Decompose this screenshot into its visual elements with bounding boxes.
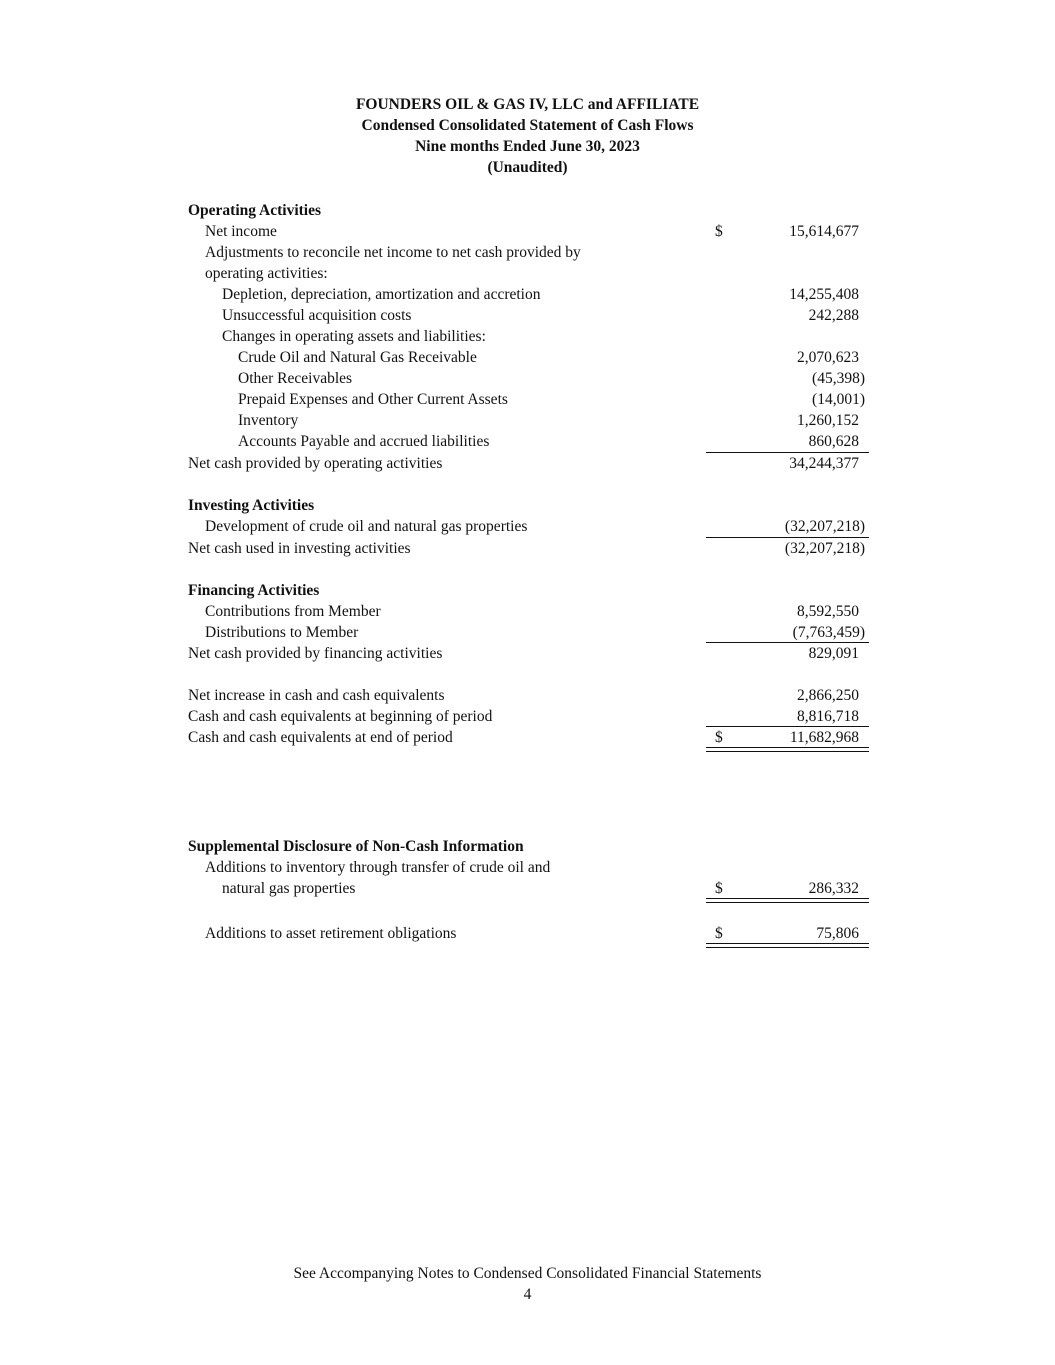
row-value: 860,628 [808, 433, 859, 450]
row-label: Other Receivables [238, 370, 353, 387]
currency-symbol: $ [715, 925, 723, 942]
financing-section-title: Financing Activities [188, 582, 320, 599]
row-label: Cash and cash equivalents at beginning of period [188, 708, 493, 725]
row-label: Additions to inventory through transfer of crude oil and [205, 859, 551, 876]
page-footer [0, 1263, 1055, 1305]
row-value: (14,001) [812, 391, 865, 408]
row-value: (32,207,218) [784, 518, 865, 535]
row-value: 15,614,677 [789, 223, 859, 240]
row-label: Inventory [238, 412, 299, 429]
row-label: Prepaid Expenses and Other Current Assets [238, 391, 508, 408]
table-row-total [0, 727, 1055, 748]
row-label: Crude Oil and Natural Gas Receivable [238, 349, 477, 366]
page-number: 4 [523, 1286, 532, 1303]
row-label: Net cash provided by operating activities [188, 455, 443, 472]
table-row [0, 305, 1055, 326]
row-label: Contributions from Member [205, 603, 381, 620]
operating-section-title: Operating Activities [188, 202, 322, 219]
row-value: (32,207,218) [784, 540, 865, 557]
table-row-total [0, 538, 1055, 559]
table-row [0, 242, 1055, 263]
statement-period: Nine months Ended June 30, 2023 [415, 138, 640, 155]
row-label: operating activities: [205, 265, 328, 282]
row-value: 75,806 [816, 925, 859, 942]
currency-symbol: $ [715, 880, 723, 897]
row-label: Development of crude oil and natural gas properties [205, 518, 528, 535]
table-row [0, 263, 1055, 284]
table-row [0, 284, 1055, 305]
double-total-rule [706, 943, 869, 948]
row-value: 11,682,968 [789, 729, 859, 746]
row-label: natural gas properties [222, 880, 356, 897]
row-value: 1,260,152 [797, 412, 859, 429]
row-label: Adjustments to reconcile net income to net cash provided by [205, 244, 581, 261]
row-value: 14,255,408 [789, 286, 859, 303]
statement-title: Condensed Consolidated Statement of Cash Flows [361, 117, 694, 134]
table-row [0, 389, 1055, 410]
financing-section-title-row [0, 580, 1055, 601]
row-value: 34,244,377 [789, 455, 859, 472]
row-label: Net cash provided by financing activities [188, 645, 443, 662]
row-label: Net income [205, 223, 277, 240]
table-row [0, 685, 1055, 706]
row-value: 8,816,718 [797, 708, 859, 725]
row-value: 2,866,250 [797, 687, 859, 704]
operating-section-title-row [0, 200, 1055, 221]
row-label: Unsuccessful acquisition costs [222, 307, 412, 324]
table-row [0, 601, 1055, 622]
table-row [0, 622, 1055, 643]
row-label: Net increase in cash and cash equivalents [188, 687, 445, 704]
row-label: Net cash used in investing activities [188, 540, 411, 557]
audit-status: (Unaudited) [487, 159, 568, 176]
table-row [0, 706, 1055, 727]
currency-symbol: $ [715, 729, 723, 746]
table-row [0, 221, 1055, 242]
company-name: FOUNDERS OIL & GAS IV, LLC and AFFILIATE [355, 96, 700, 113]
table-row [0, 516, 1055, 537]
row-label: Changes in operating assets and liabilities: [222, 328, 486, 345]
supplemental-section-title-row [0, 836, 1055, 857]
row-value: (45,398) [812, 370, 865, 387]
table-row [0, 431, 1055, 452]
double-total-rule [706, 898, 869, 903]
table-row [0, 326, 1055, 347]
currency-symbol: $ [715, 223, 723, 240]
row-value: 8,592,550 [797, 603, 859, 620]
table-row-total [0, 453, 1055, 474]
row-label: Accounts Payable and accrued liabilities [238, 433, 490, 450]
row-value: (7,763,459) [792, 624, 865, 641]
table-row-total [0, 643, 1055, 664]
footer-note: See Accompanying Notes to Condensed Consolidated Financial Statements [293, 1265, 762, 1282]
row-value: 286,332 [808, 880, 859, 897]
row-label: Depletion, depreciation, amortization and accretion [222, 286, 541, 303]
row-label: Cash and cash equivalents at end of period [188, 729, 453, 746]
table-row [0, 857, 1055, 878]
investing-section-title: Investing Activities [188, 497, 315, 514]
row-label: Additions to asset retirement obligations [205, 925, 457, 942]
table-row [0, 347, 1055, 368]
table-row [0, 410, 1055, 431]
double-total-rule [706, 747, 869, 752]
investing-section-title-row [0, 495, 1055, 516]
supplemental-section-title: Supplemental Disclosure of Non-Cash Information [188, 838, 524, 855]
table-row [0, 878, 1055, 899]
table-row [0, 923, 1055, 944]
row-value: 242,288 [808, 307, 859, 324]
row-label: Distributions to Member [205, 624, 359, 641]
row-value: 2,070,623 [797, 349, 859, 366]
row-value: 829,091 [808, 645, 859, 662]
table-row [0, 368, 1055, 389]
statement-header [0, 94, 1055, 178]
